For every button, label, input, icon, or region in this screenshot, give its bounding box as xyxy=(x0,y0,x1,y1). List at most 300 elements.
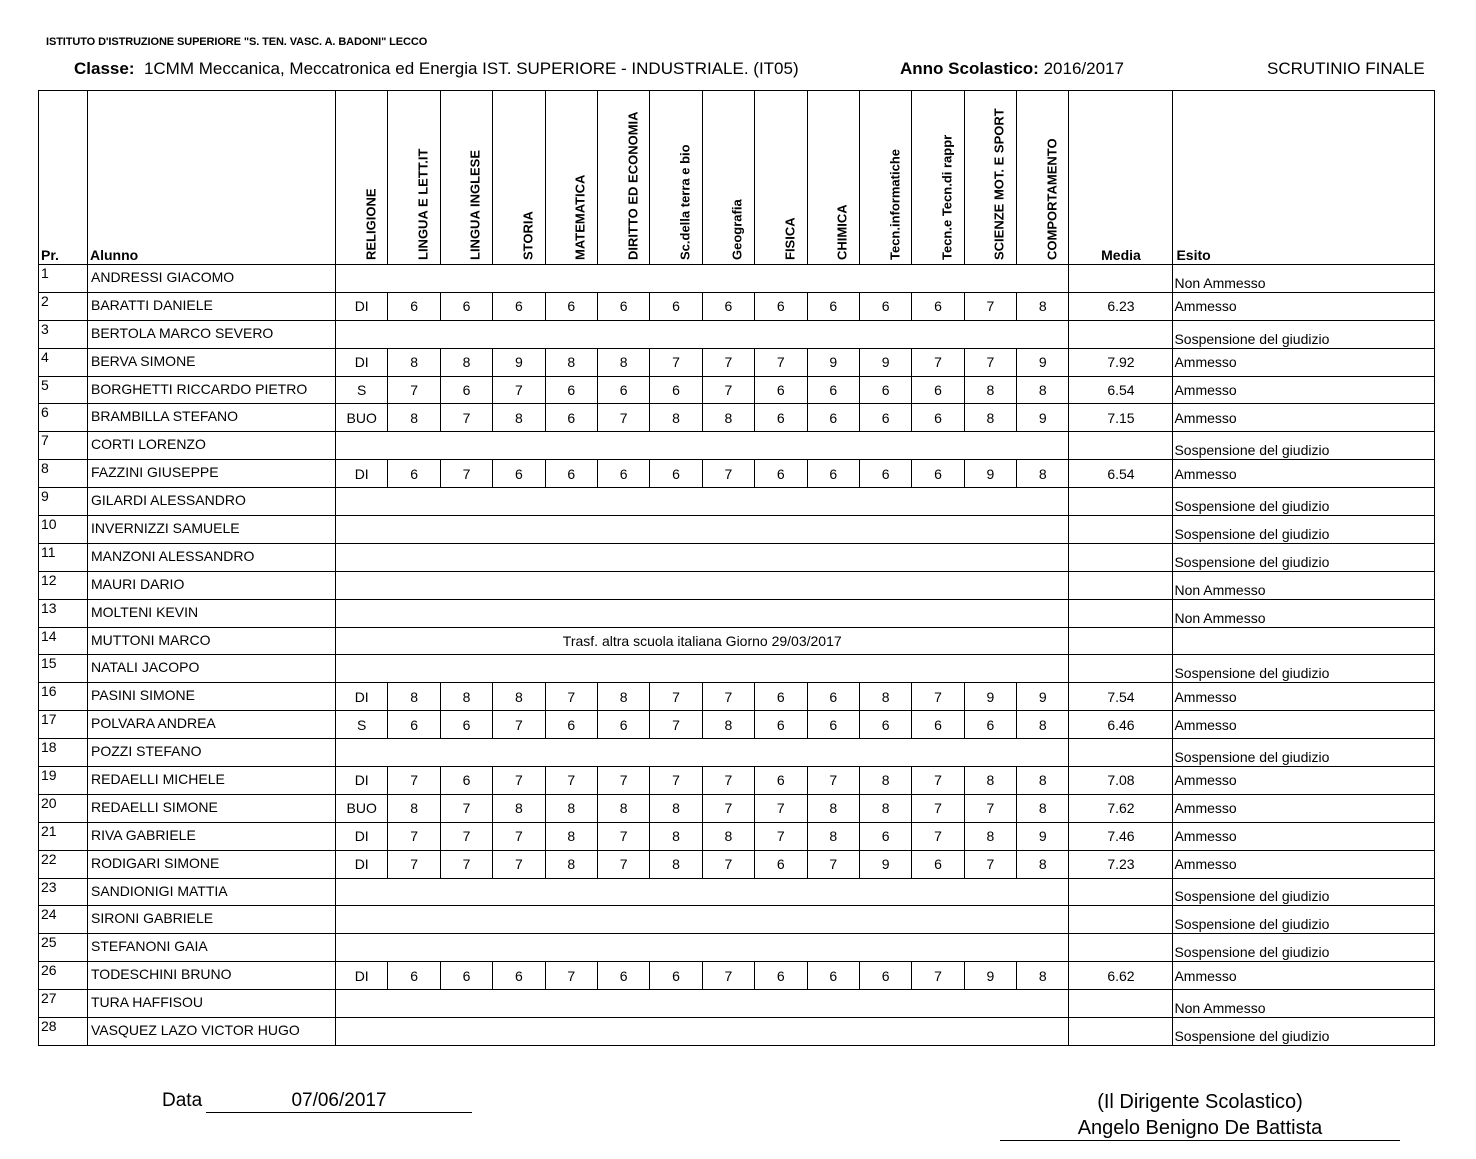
average-cell xyxy=(1069,320,1173,348)
grade-cell: 6 xyxy=(545,376,597,404)
column-header-subject: LINGUA E LETT.IT xyxy=(388,91,440,265)
grade-cell: 7 xyxy=(964,348,1016,376)
grade-cell: 8 xyxy=(964,767,1016,795)
institute-name: ISTITUTO D'ISTRUZIONE SUPERIORE "S. TEN. VASC. A. BADONI" LECCO xyxy=(46,36,428,48)
grade-cell: 6 xyxy=(755,962,807,990)
student-name: SIRONI GABRIELE xyxy=(88,906,336,934)
grade-cell: 6 xyxy=(388,962,440,990)
grade-cell: 7 xyxy=(702,767,754,795)
table-row xyxy=(39,488,1435,516)
row-number: 1 xyxy=(39,265,88,293)
row-number: 14 xyxy=(39,627,88,655)
grades-table xyxy=(38,90,1435,1046)
student-name: MAURI DARIO xyxy=(88,571,336,599)
average-cell xyxy=(1069,934,1173,962)
grade-cell: 6 xyxy=(807,683,859,711)
grade-cell: 8 xyxy=(1017,376,1069,404)
student-name: MUTTONI MARCO xyxy=(88,627,336,655)
student-name: BARATTI DANIELE xyxy=(88,292,336,320)
row-number: 24 xyxy=(39,906,88,934)
grade-cell: 7 xyxy=(964,794,1016,822)
empty-grades xyxy=(336,543,1069,571)
grade-cell: 7 xyxy=(912,683,964,711)
grade-cell: S xyxy=(336,711,388,739)
grade-cell: 8 xyxy=(545,850,597,878)
grade-cell: 7 xyxy=(912,767,964,795)
empty-grades xyxy=(336,934,1069,962)
grade-cell: 6 xyxy=(545,404,597,432)
average-cell xyxy=(1069,655,1173,683)
grade-cell: 8 xyxy=(388,683,440,711)
grade-cell: 9 xyxy=(1017,404,1069,432)
grade-cell: 8 xyxy=(807,822,859,850)
average-cell: 7.08 xyxy=(1069,767,1173,795)
grade-cell: 9 xyxy=(1017,683,1069,711)
average-cell: 7.54 xyxy=(1069,683,1173,711)
outcome-cell: Ammesso xyxy=(1173,404,1435,432)
grade-cell: 7 xyxy=(493,376,545,404)
column-header-media: Media xyxy=(1069,91,1173,265)
grade-cell: 8 xyxy=(597,794,649,822)
average-cell xyxy=(1069,990,1173,1018)
grade-cell: 9 xyxy=(964,683,1016,711)
column-header-subject: LINGUA INGLESE xyxy=(440,91,492,265)
grade-cell: 7 xyxy=(597,404,649,432)
grade-cell: 7 xyxy=(388,822,440,850)
grade-cell: 7 xyxy=(597,850,649,878)
grade-cell: 7 xyxy=(650,348,702,376)
outcome-cell: Ammesso xyxy=(1173,767,1435,795)
row-number: 28 xyxy=(39,1018,88,1046)
table-row xyxy=(39,516,1435,544)
grade-cell: 7 xyxy=(597,767,649,795)
grade-cell: 6 xyxy=(912,404,964,432)
grade-cell: 6 xyxy=(650,962,702,990)
grade-cell: DI xyxy=(336,460,388,488)
grade-cell: 8 xyxy=(440,348,492,376)
table-row xyxy=(39,655,1435,683)
grade-cell: 8 xyxy=(388,348,440,376)
grade-cell: 6 xyxy=(807,376,859,404)
grade-cell: 6 xyxy=(597,711,649,739)
row-number: 8 xyxy=(39,460,88,488)
table-row xyxy=(39,739,1435,767)
grade-cell: 6 xyxy=(859,711,911,739)
grade-cell: 8 xyxy=(440,683,492,711)
row-number: 13 xyxy=(39,599,88,627)
grade-cell: DI xyxy=(336,850,388,878)
grade-cell: 7 xyxy=(755,794,807,822)
row-number: 22 xyxy=(39,850,88,878)
student-name: RIVA GABRIELE xyxy=(88,822,336,850)
grade-cell: 8 xyxy=(545,822,597,850)
table-row xyxy=(39,292,1435,320)
empty-grades xyxy=(336,878,1069,906)
grade-cell: 7 xyxy=(650,683,702,711)
grade-cell: 8 xyxy=(493,794,545,822)
grade-cell: 6 xyxy=(859,962,911,990)
grade-cell: 7 xyxy=(807,850,859,878)
outcome-cell: Ammesso xyxy=(1173,460,1435,488)
class-value: 1CMM Meccanica, Meccatronica ed Energia IST. SUPERIORE - INDUSTRIALE. (IT05) xyxy=(143,59,799,78)
grade-cell: 6 xyxy=(755,711,807,739)
grade-cell: 7 xyxy=(912,348,964,376)
table-row xyxy=(39,432,1435,460)
student-name: INVERNIZZI SAMUELE xyxy=(88,516,336,544)
grade-cell: 6 xyxy=(964,711,1016,739)
student-name: MOLTENI KEVIN xyxy=(88,599,336,627)
grade-cell: DI xyxy=(336,348,388,376)
class-label: Classe: xyxy=(74,59,135,78)
grade-cell: 6 xyxy=(807,962,859,990)
grade-cell: 6 xyxy=(807,460,859,488)
document-type: SCRUTINIO FINALE xyxy=(1267,59,1425,78)
grade-cell: 6 xyxy=(545,711,597,739)
empty-grades xyxy=(336,265,1069,293)
grade-cell: 6 xyxy=(859,460,911,488)
empty-grades xyxy=(336,320,1069,348)
average-cell xyxy=(1069,265,1173,293)
table-row xyxy=(39,543,1435,571)
table-row xyxy=(39,767,1435,795)
grade-cell: 6 xyxy=(597,962,649,990)
grade-cell: 6 xyxy=(388,711,440,739)
student-name: BRAMBILLA STEFANO xyxy=(88,404,336,432)
average-cell: 7.62 xyxy=(1069,794,1173,822)
grade-cell: 7 xyxy=(702,683,754,711)
date-label: Data xyxy=(162,1090,203,1111)
empty-grades xyxy=(336,488,1069,516)
row-number: 5 xyxy=(39,376,88,404)
average-cell: 7.23 xyxy=(1069,850,1173,878)
grade-cell: 8 xyxy=(1017,794,1069,822)
grade-cell: 7 xyxy=(912,822,964,850)
table-row xyxy=(39,850,1435,878)
outcome-cell: Sospensione del giudizio xyxy=(1173,934,1435,962)
row-number: 3 xyxy=(39,320,88,348)
column-header-subject: FISICA xyxy=(755,91,807,265)
grade-cell: 7 xyxy=(388,767,440,795)
grade-cell: 8 xyxy=(650,822,702,850)
student-name: GILARDI ALESSANDRO xyxy=(88,488,336,516)
table-row xyxy=(39,934,1435,962)
grade-cell: 6 xyxy=(650,460,702,488)
grade-cell: 7 xyxy=(650,711,702,739)
school-year-label: Anno Scolastico: xyxy=(900,59,1039,78)
column-header-subject: Tecn.informatiche xyxy=(859,91,911,265)
grade-cell: 6 xyxy=(755,850,807,878)
grade-cell: 6 xyxy=(440,292,492,320)
grade-cell: 9 xyxy=(859,348,911,376)
grade-cell: 7 xyxy=(912,962,964,990)
average-cell: 7.15 xyxy=(1069,404,1173,432)
table-row xyxy=(39,683,1435,711)
average-cell: 6.54 xyxy=(1069,376,1173,404)
row-number: 2 xyxy=(39,292,88,320)
row-number: 12 xyxy=(39,571,88,599)
outcome-cell: Ammesso xyxy=(1173,850,1435,878)
table-row xyxy=(39,906,1435,934)
grade-cell: 7 xyxy=(545,962,597,990)
grade-cell: 8 xyxy=(964,822,1016,850)
student-name: ANDRESSI GIACOMO xyxy=(88,265,336,293)
grade-cell: DI xyxy=(336,292,388,320)
row-number: 16 xyxy=(39,683,88,711)
average-cell xyxy=(1069,488,1173,516)
student-name: FAZZINI GIUSEPPE xyxy=(88,460,336,488)
grade-cell: 6 xyxy=(859,404,911,432)
grade-cell: 8 xyxy=(493,683,545,711)
empty-grades xyxy=(336,655,1069,683)
grade-cell: 6 xyxy=(755,292,807,320)
outcome-cell: Non Ammesso xyxy=(1173,599,1435,627)
grade-cell: 7 xyxy=(755,822,807,850)
grade-cell: 6 xyxy=(755,683,807,711)
outcome-cell: Sospensione del giudizio xyxy=(1173,739,1435,767)
grade-cell: 8 xyxy=(1017,962,1069,990)
grade-cell: 6 xyxy=(440,962,492,990)
average-cell xyxy=(1069,599,1173,627)
average-cell xyxy=(1069,906,1173,934)
grade-cell: 6 xyxy=(702,292,754,320)
grade-cell: 9 xyxy=(964,460,1016,488)
student-name: BORGHETTI RICCARDO PIETRO xyxy=(88,376,336,404)
empty-grades xyxy=(336,432,1069,460)
table-row xyxy=(39,962,1435,990)
column-header-subject: Sc.della terra e bio xyxy=(650,91,702,265)
outcome-cell: Sospensione del giudizio xyxy=(1173,1018,1435,1046)
outcome-cell: Ammesso xyxy=(1173,794,1435,822)
empty-grades xyxy=(336,571,1069,599)
row-number: 21 xyxy=(39,822,88,850)
grade-cell: BUO xyxy=(336,404,388,432)
grade-cell: 7 xyxy=(702,348,754,376)
outcome-cell: Non Ammesso xyxy=(1173,990,1435,1018)
student-name: SANDIONIGI MATTIA xyxy=(88,878,336,906)
grade-cell: 6 xyxy=(859,376,911,404)
grade-cell: 7 xyxy=(702,850,754,878)
grade-cell: 7 xyxy=(702,794,754,822)
grade-cell: 8 xyxy=(650,850,702,878)
grade-cell: 8 xyxy=(493,404,545,432)
row-number: 10 xyxy=(39,516,88,544)
outcome-cell: Sospensione del giudizio xyxy=(1173,655,1435,683)
grade-cell: 7 xyxy=(440,460,492,488)
column-header-subject: STORIA xyxy=(493,91,545,265)
grade-cell: 8 xyxy=(545,348,597,376)
column-header-alunno: Alunno xyxy=(88,91,336,265)
outcome-cell xyxy=(1173,627,1435,655)
table-row xyxy=(39,265,1435,293)
grade-cell: 9 xyxy=(964,962,1016,990)
grade-cell: S xyxy=(336,376,388,404)
grade-cell: 8 xyxy=(1017,711,1069,739)
grade-cell: 7 xyxy=(388,376,440,404)
grade-cell: 7 xyxy=(545,767,597,795)
table-header-row xyxy=(39,91,1435,265)
grade-cell: 6 xyxy=(597,460,649,488)
grade-cell: 8 xyxy=(859,794,911,822)
row-number: 27 xyxy=(39,990,88,1018)
row-number: 26 xyxy=(39,962,88,990)
grade-cell: 6 xyxy=(807,292,859,320)
table-row xyxy=(39,627,1435,655)
grade-cell: 9 xyxy=(807,348,859,376)
table-row xyxy=(39,599,1435,627)
table-row xyxy=(39,822,1435,850)
empty-grades xyxy=(336,1018,1069,1046)
grade-cell: 6 xyxy=(493,460,545,488)
table-row xyxy=(39,320,1435,348)
principal-name: Angelo Benigno De Battista xyxy=(1000,1117,1400,1141)
average-cell xyxy=(1069,543,1173,571)
outcome-cell: Sospensione del giudizio xyxy=(1173,488,1435,516)
table-row xyxy=(39,571,1435,599)
row-number: 15 xyxy=(39,655,88,683)
table-row xyxy=(39,460,1435,488)
grade-cell: 9 xyxy=(859,850,911,878)
grade-cell: 6 xyxy=(545,460,597,488)
grade-cell: 8 xyxy=(964,376,1016,404)
grade-cell: 8 xyxy=(1017,850,1069,878)
outcome-cell: Sospensione del giudizio xyxy=(1173,906,1435,934)
table-row xyxy=(39,711,1435,739)
grade-cell: 6 xyxy=(912,376,964,404)
average-cell xyxy=(1069,432,1173,460)
column-header-subject: RELIGIONE xyxy=(336,91,388,265)
grade-cell: 6 xyxy=(388,292,440,320)
student-name: TURA HAFFISOU xyxy=(88,990,336,1018)
student-name: RODIGARI SIMONE xyxy=(88,850,336,878)
table-row xyxy=(39,990,1435,1018)
column-header-esito: Esito xyxy=(1173,91,1435,265)
grade-cell: 7 xyxy=(440,850,492,878)
grade-cell: 7 xyxy=(702,962,754,990)
student-name: PASINI SIMONE xyxy=(88,683,336,711)
school-year xyxy=(900,59,1124,79)
grade-cell: 8 xyxy=(597,348,649,376)
grade-cell: DI xyxy=(336,822,388,850)
student-name: VASQUEZ LAZO VICTOR HUGO xyxy=(88,1018,336,1046)
column-header-subject: Geografia xyxy=(702,91,754,265)
grade-cell: DI xyxy=(336,683,388,711)
row-number: 25 xyxy=(39,934,88,962)
row-number: 9 xyxy=(39,488,88,516)
grade-cell: 8 xyxy=(545,794,597,822)
average-cell: 7.92 xyxy=(1069,348,1173,376)
grade-cell: 8 xyxy=(964,404,1016,432)
grade-cell: 6 xyxy=(807,711,859,739)
grade-cell: BUO xyxy=(336,794,388,822)
table-row xyxy=(39,404,1435,432)
grade-cell: 6 xyxy=(859,822,911,850)
average-cell xyxy=(1069,1018,1173,1046)
grade-cell: 8 xyxy=(1017,767,1069,795)
average-cell xyxy=(1069,739,1173,767)
table-row xyxy=(39,794,1435,822)
grade-cell: 9 xyxy=(1017,348,1069,376)
transfer-note: Trasf. altra scuola italiana Giorno 29/03/2017 xyxy=(336,627,1069,655)
outcome-cell: Sospensione del giudizio xyxy=(1173,543,1435,571)
grade-cell: 7 xyxy=(493,711,545,739)
column-header-pr: Pr. xyxy=(39,91,88,265)
average-cell: 6.54 xyxy=(1069,460,1173,488)
grade-cell: 7 xyxy=(440,822,492,850)
grade-cell: 9 xyxy=(493,348,545,376)
empty-grades xyxy=(336,516,1069,544)
row-number: 11 xyxy=(39,543,88,571)
outcome-cell: Ammesso xyxy=(1173,683,1435,711)
grade-cell: 6 xyxy=(755,376,807,404)
grade-cell: 7 xyxy=(597,822,649,850)
grade-cell: 6 xyxy=(650,376,702,404)
average-cell xyxy=(1069,878,1173,906)
average-cell: 7.46 xyxy=(1069,822,1173,850)
student-name: STEFANONI GAIA xyxy=(88,934,336,962)
column-header-subject: CHIMICA xyxy=(807,91,859,265)
column-header-subject: DIRITTO ED ECONOMIA xyxy=(597,91,649,265)
grade-cell: 8 xyxy=(597,683,649,711)
student-name: NATALI JACOPO xyxy=(88,655,336,683)
outcome-cell: Sospensione del giudizio xyxy=(1173,878,1435,906)
grade-cell: 6 xyxy=(440,767,492,795)
school-year-value: 2016/2017 xyxy=(1043,59,1124,78)
outcome-cell: Ammesso xyxy=(1173,711,1435,739)
row-number: 17 xyxy=(39,711,88,739)
grade-cell: 6 xyxy=(493,962,545,990)
grade-cell: 7 xyxy=(755,348,807,376)
grade-cell: 6 xyxy=(545,292,597,320)
grade-cell: 7 xyxy=(493,767,545,795)
grade-cell: 7 xyxy=(912,794,964,822)
grade-cell: 6 xyxy=(912,292,964,320)
grade-cell: 6 xyxy=(912,711,964,739)
student-name: REDAELLI MICHELE xyxy=(88,767,336,795)
row-number: 23 xyxy=(39,878,88,906)
column-header-subject: SCIENZE MOT. E SPORT xyxy=(964,91,1016,265)
grade-cell: 6 xyxy=(388,460,440,488)
grade-cell: 6 xyxy=(440,376,492,404)
empty-grades xyxy=(336,990,1069,1018)
grade-cell: 7 xyxy=(702,376,754,404)
grade-cell: 7 xyxy=(964,292,1016,320)
student-name: REDAELLI SIMONE xyxy=(88,794,336,822)
grade-cell: 7 xyxy=(964,850,1016,878)
outcome-cell: Sospensione del giudizio xyxy=(1173,432,1435,460)
grade-cell: 8 xyxy=(702,404,754,432)
grade-cell: 8 xyxy=(650,794,702,822)
grade-cell: 8 xyxy=(388,404,440,432)
empty-grades xyxy=(336,739,1069,767)
grade-cell: 8 xyxy=(702,711,754,739)
outcome-cell: Ammesso xyxy=(1173,962,1435,990)
grade-cell: 7 xyxy=(545,683,597,711)
row-number: 7 xyxy=(39,432,88,460)
grade-cell: 7 xyxy=(440,794,492,822)
grade-cell: 7 xyxy=(440,404,492,432)
table-row xyxy=(39,878,1435,906)
grade-cell: 6 xyxy=(597,376,649,404)
row-number: 18 xyxy=(39,739,88,767)
grade-cell: 8 xyxy=(650,404,702,432)
grade-cell: 6 xyxy=(650,292,702,320)
grade-cell: 6 xyxy=(440,711,492,739)
grade-cell: 7 xyxy=(388,850,440,878)
outcome-cell: Ammesso xyxy=(1173,348,1435,376)
empty-grades xyxy=(336,906,1069,934)
outcome-cell: Ammesso xyxy=(1173,822,1435,850)
grade-cell: 6 xyxy=(597,292,649,320)
